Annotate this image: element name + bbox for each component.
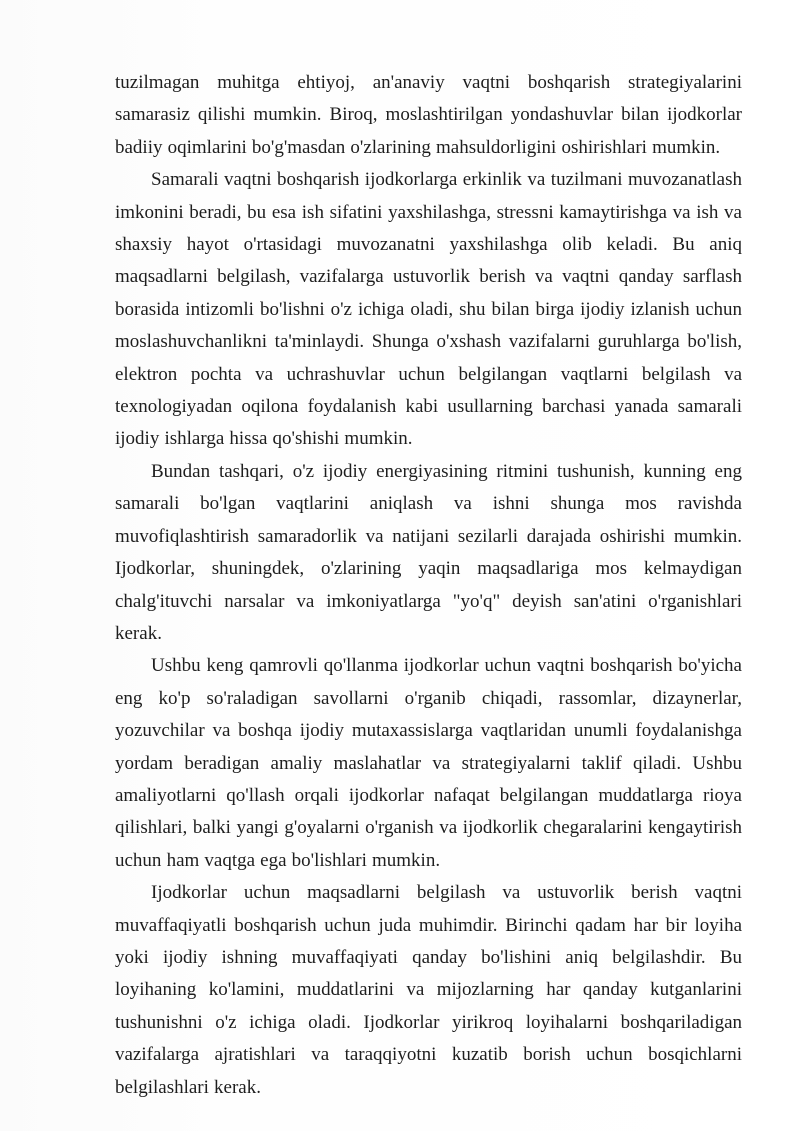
paragraph-time-management-balance: Samarali vaqtni boshqarish ijodkorlarga erkinlik va tuzilmani muvozanatlash imkonini beradi, bu esa ish sifatini yaxshilashga, stressni kamaytirishga va ish va shaxsiy hayot o'rtasidagi muvozanatni yaxshilashga olib keladi. Bu aniq maqsadlarni belgilash, vazifalarga ustuvorlik berish va vaqtni qanday sarflash borasida intizomli bo'lishni o'z ichiga oladi, shu bilan birga ijodiy izlanish uchun moslashuvchanlikni ta'minlaydi. Shunga o'xshash vazifalarni guruhlarga bo'lish, elektron pochta va uchrashuvlar uchun belgilangan vaqtlarni belgilash va texnologiyadan oqilona foydalanish kabi usullarning barchasi yanada samarali ijodiy ishlarga hissa qo'shishi mumkin.	[115, 169, 742, 450]
paragraph-creative-energy-rhythm: Bundan tashqari, o'z ijodiy energiyasining ritmini tushunish, kunning eng samarali bo'lgan vaqtlarini aniqlash va ishni shunga mos ravishda muvofiqlashtirish samaradorlik va natijani sezilarli darajada oshirishi mumkin. Ijodkorlar, shuningdek, o'zlarining yaqin maqsadlariga mos kelmaydigan chalg'ituvchi narsalar va imkoniyatlarga "yo'q" deyish san'atini o'rganishlari kerak.	[115, 460, 742, 644]
paragraph-comprehensive-guide: Ushbu keng qamrovli qo'llanma ijodkorlar uchun vaqtni boshqarish bo'yicha eng ko'p so'raladigan savollarni o'rganib chiqadi, rassomlar, dizaynerlar, yozuvchilar va boshqa ijodiy mutaxassislarga vaqtlaridan unumli foydalanishga yordam beradigan amaliy maslahatlar va strategiyalarni taklif qiladi. Ushbu amaliyotlarni qo'llash orqali ijodkorlar nafaqat belgilangan muddatlarga rioya qilishlari, balki yangi g'oyalarni o'rganish va ijodkorlik chegaralarini kengaytirish uchun ham vaqtga ega bo'lishlari mumkin.	[115, 655, 742, 871]
paragraph-continuation: tuzilmagan muhitga ehtiyoj, an'anaviy vaqtni boshqarish strategiyalarini samarasiz qilishi mumkin. Biroq, moslashtirilgan yondashuvlar bilan ijodkorlar badiiy oqimlarini bo'g'masdan o'zlarining mahsuldorligini oshirishlari mumkin.	[115, 72, 742, 158]
paragraph-goal-setting-priorities: Ijodkorlar uchun maqsadlarni belgilash va ustuvorlik berish vaqtni muvaffaqiyatli boshqarish uchun juda muhimdir. Birinchi qadam har bir loyiha yoki ijodiy ishning muvaffaqiyati qanday bo'lishini aniq belgilashdir. Bu loyihaning ko'lamini, muddatlarini va mijozlarning har qanday kutganlarini tushunishni o'z ichiga oladi. Ijodkorlar yirikroq loyihalarni boshqariladigan vazifalarga ajratishlari va taraqqiyotni kuzatib borish uchun bosqichlarni belgilashlari kerak.	[115, 882, 742, 1098]
